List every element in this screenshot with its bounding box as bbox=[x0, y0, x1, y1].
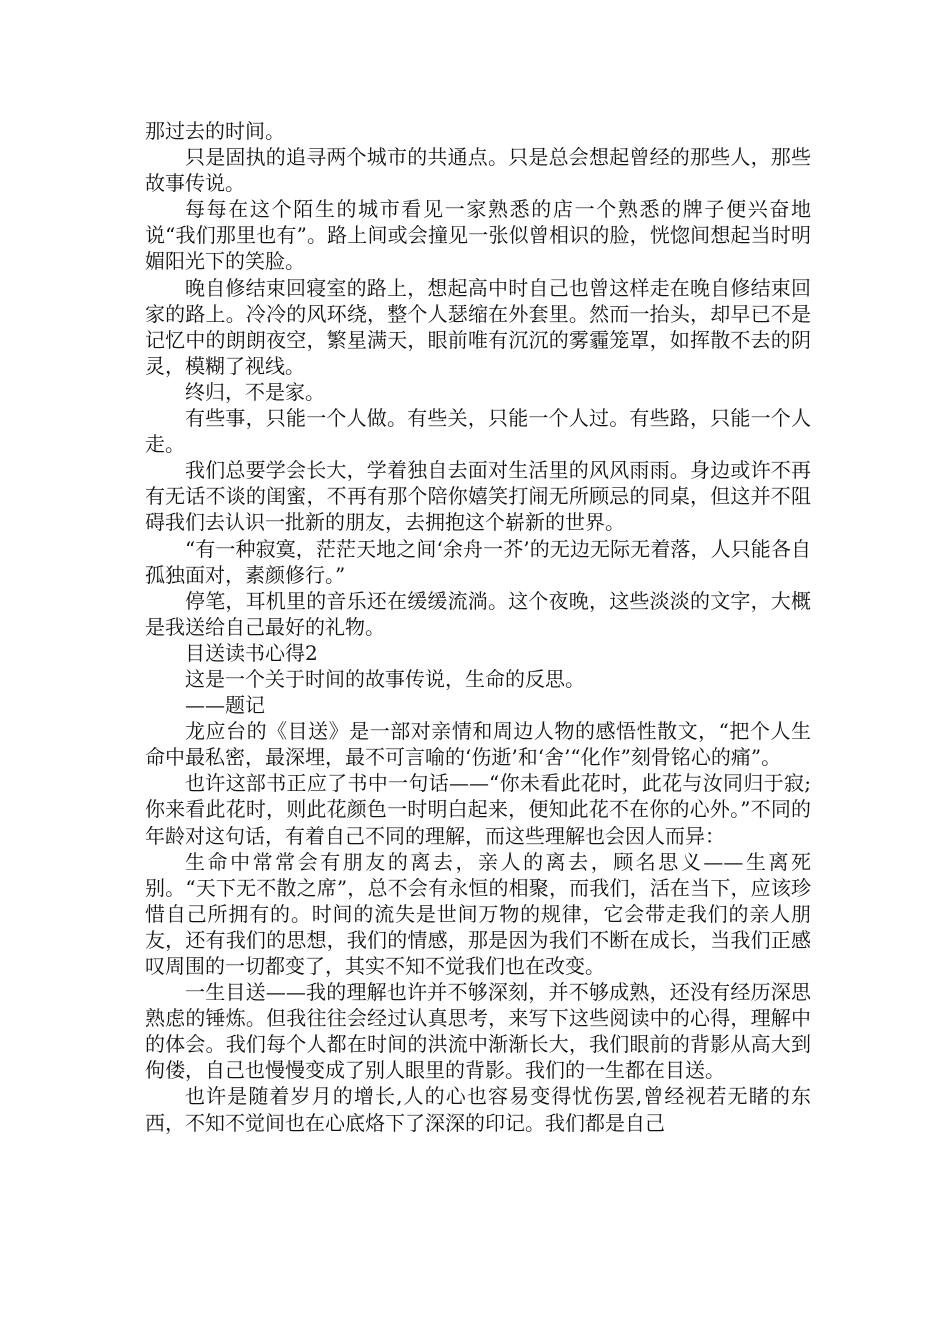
paragraph: 我们总要学会长大，学着独自去面对生活里的风风雨雨。身边或许不再有无话不谈的闺蜜，不再有那个陪你嬉笑打闹无所顾忌的同桌，但这并不阻碍我们去认识一批新的朋友，去拥抱这个崭新的世界。 bbox=[145, 458, 811, 535]
paragraph: “有一种寂寞，茫茫天地之间‘余舟一芥’的无边无际无着落，人只能各自孤独面对，素颜修行。” bbox=[145, 536, 811, 587]
paragraph: 也许这部书正应了书中一句话——“你未看此花时，此花与汝同归于寂;你来看此花时，则此花颜色一时明白起来，便知此花不在你的心外。”不同的年龄对这句话，有着自己不同的理解，而这些理解也会因人而异： bbox=[145, 771, 811, 848]
paragraph: 这是一个关于时间的故事传说，生命的反思。 bbox=[185, 666, 585, 691]
section-heading: 目送读书心得2 bbox=[185, 640, 318, 665]
paragraph: 每每在这个陌生的城市看见一家熟悉的店一个熟悉的牌子便兴奋地说“我们那里也有”。路上间或会撞见一张似曾相识的脸，恍惚间想起当时明媚阳光下的笑脸。 bbox=[145, 197, 811, 274]
paragraph: 停笔，耳机里的音乐还在缓缓流淌。这个夜晚，这些淡淡的文字，大概是我送给自己最好的礼物。 bbox=[145, 588, 811, 639]
paragraph: 一生目送——我的理解也许并不够深刻，并不够成熟，还没有经历深思熟虑的锤炼。但我往往会经过认真思考，来写下这些阅读中的心得，理解中的体会。我们每个人都在时间的洪流中渐渐长大，我们眼前的背影从高大到佝偻，自己也慢慢变成了别人眼里的背影。我们的一生都在目送。 bbox=[145, 980, 811, 1083]
paragraph: 也许是随着岁月的增长,人的心也容易变得忧伤罢,曾经视若无睹的东西，不知不觉间也在心底烙下了深深的印记。我们都是自己 bbox=[145, 1084, 811, 1135]
paragraph: 那过去的时间。 bbox=[145, 119, 285, 143]
paragraph: 只是固执的追寻两个城市的共通点。只是总会想起曾经的那些人，那些故事传说。 bbox=[145, 145, 811, 196]
paragraph: 终归，不是家。 bbox=[185, 379, 325, 404]
paragraph: 有些事，只能一个人做。有些关，只能一个人过。有些路，只能一个人走。 bbox=[145, 406, 811, 457]
document-body bbox=[145, 118, 811, 1136]
paragraph: 生命中常常会有朋友的离去，亲人的离去，顾名思义——生离死别。“天下无不散之席”，总不会有永恒的相聚，而我们，活在当下，应该珍惜自己所拥有的。时间的流失是世间万物的规律，它会带走我们的亲人朋友，还有我们的思想，我们的情感，那是因为我们不断在成长，当我们正感叹周围的一切都变了，其实不知不觉我们也在改变。 bbox=[145, 849, 811, 978]
paragraph: 龙应台的《目送》是一部对亲情和周边人物的感悟性散文，“把个人生命中最私密，最深埋，最不可言喻的‘伤逝’和‘舍’“化作”刻骨铭心的痛”。 bbox=[145, 719, 811, 770]
paragraph: 晚自修结束回寝室的路上，想起高中时自己也曾这样走在晚自修结束回家的路上。冷冷的风环绕，整个人瑟缩在外套里。然而一抬头，却早已不是记忆中的朗朗夜空，繁星满天，眼前唯有沉沉的雾霾笼罩，如挥散不去的阴灵，模糊了视线。 bbox=[145, 275, 811, 378]
epigraph-attribution: ——题记 bbox=[185, 693, 265, 718]
